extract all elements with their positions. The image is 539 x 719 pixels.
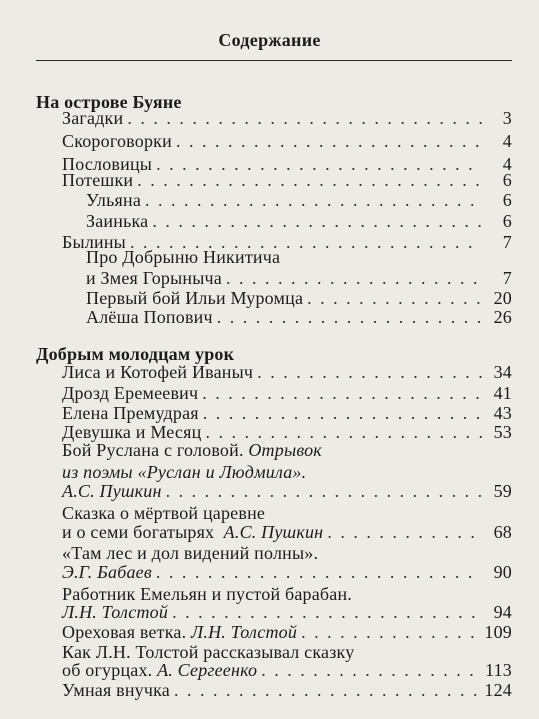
toc-entry: Э.Г. Бабаев . . . 90 [62,562,512,584]
toc-entry: Дрозд Еремеевич . . . 41 [62,383,512,405]
toc-entry: Потешки . . . 6 [62,170,512,192]
toc-entry: Умная внучка . . . 124 [62,680,512,702]
toc-entry: Елена Премудрая . . . 43 [62,403,512,425]
toc-entry-line: «Там лес и дол видений полны». [62,543,319,563]
toc-entry: Девушка и Месяц . . . 53 [62,422,512,444]
toc-entry: А.С. Пушкин . . . 59 [62,481,512,503]
toc-entry-line: Про Добрыню Никитича [86,247,281,267]
toc-entry: Скороговорки . . . 4 [62,131,512,153]
toc-entry: Ульяна . . . 6 [86,190,512,212]
toc-entry: Первый бой Ильи Муромца . . . 20 [86,288,512,310]
toc-entry: Ореховая ветка. Л.Н. Толстой . . . 109 [62,622,512,644]
toc-entry: Заинька . . . 6 [86,211,512,233]
toc-entry-line: Сказка о мёртвой царевне [62,503,266,523]
section-heading-2: Добрым молодцам урок [36,344,235,364]
toc-entry: Алёша Попович . . . 26 [86,307,512,329]
toc-entry: Лиса и Котофей Иваныч . . . 34 [62,362,512,384]
toc-entry: Загадки . . . 3 [62,108,512,130]
toc-entry-line: Как Л.Н. Толстой рассказывал сказку [62,642,355,662]
toc-entry: Пословицы . . . 4 [62,154,512,176]
section-heading-1: На острове Буяне [36,92,182,112]
title-divider [36,60,512,61]
toc-entry: Былины . . . 7 [62,232,512,254]
toc-entry: и Змея Горыныча . . . 7 [86,268,512,290]
toc-entry: и о семи богатырях А.С. Пушкин . . . 68 [62,522,512,544]
page-title: Содержание [218,30,321,50]
toc-entry: об огурцах. А. Сергеенко . . . 113 [62,660,512,682]
toc-entry: Л.Н. Толстой . . . 94 [62,602,512,624]
toc-entry-line: Работник Емельян и пустой барабан. [62,584,353,604]
toc-entry-line: Бой Руслана с головой. Отрывок [62,440,322,460]
toc-entry-line: из поэмы «Руслан и Людмила». [62,462,307,482]
